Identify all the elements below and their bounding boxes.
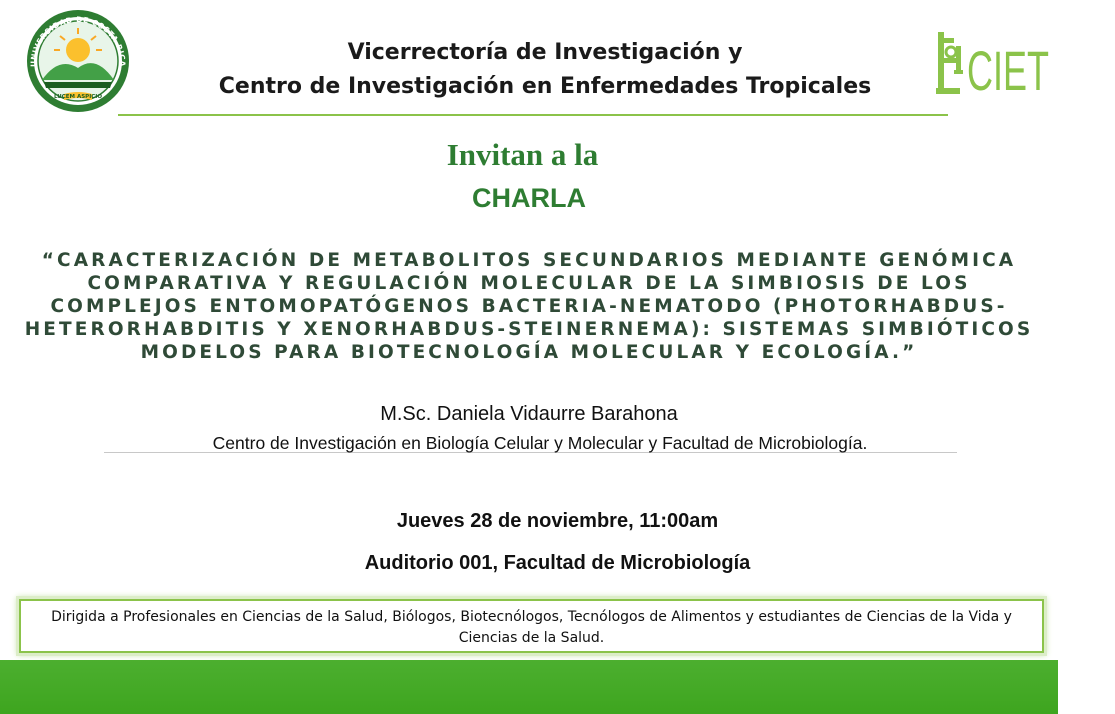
header-divider <box>118 114 948 116</box>
invitation-line: Invitan a la <box>446 137 599 172</box>
header-line-2: Centro de Investigación en Enfermedades Tropicales <box>218 74 872 99</box>
footer-band <box>0 660 1058 714</box>
talk-title: “CARACTERIZACIÓN DE METABOLITOS SECUNDARIOS MEDIANTE GENÓMICA COMPARATIVA Y REGULACIÓN MOLECULAR DE LA SIMBIOSIS DE LOS COMPLEJOS ENTOMOPATÓGENOS BACTERIA-NEMATODO (PHOTORHABDUS-HETERORHABDITIS Y XENORHABDUS-STEINERNEMA): SISTEMAS SIMBIÓTICOS MODELOS PARA BIOTECNOLOGÍA MOLECULAR Y ECOLOGÍA.” <box>24 250 1034 363</box>
seal-motto-text: LUCEM ASPICIO <box>53 94 103 100</box>
ciet-logo <box>934 24 1052 104</box>
header-title <box>150 36 940 104</box>
speaker-affiliation: Centro de Investigación en Biología Celular y Molecular y Facultad de Microbiología. <box>212 433 868 453</box>
event-venue: Auditorio 001, Facultad de Microbiología <box>364 552 751 574</box>
event-type-heading: CHARLA <box>472 183 586 213</box>
header-line-1: Vicerrectoría de Investigación y <box>347 40 743 65</box>
ciet-logo-text: CIET <box>967 39 1049 102</box>
event-date: Jueves 28 de noviembre, 11:00am <box>396 510 719 532</box>
university-seal-logo <box>14 8 142 114</box>
speaker-name: M.Sc. Daniela Vidaurre Barahona <box>380 403 678 425</box>
audience-box <box>19 599 1044 653</box>
audience-text: Dirigida a Profesionales en Ciencias de la Salud, Biólogos, Biotecnólogos, Tecnólogos de Alimentos y estudiantes de Ciencias de la Vida y Ciencias de la Salud. <box>51 609 1012 646</box>
seal-top-text: UNIVERSIDAD DE COSTA RICA <box>28 14 128 68</box>
